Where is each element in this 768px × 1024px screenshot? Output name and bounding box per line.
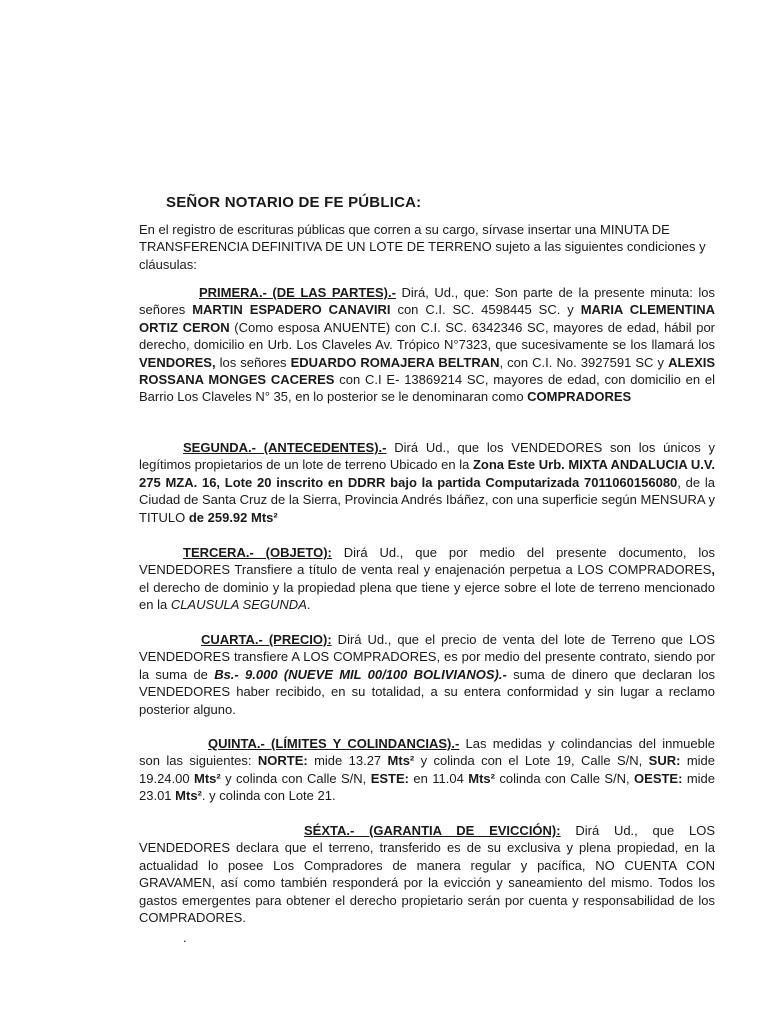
property-location: Zona Este Urb. MIXTA ANDALUCIA U.V. 275 MZA. 16, Lote 20 inscrito en DDRR bajo la partida Computarizada 7011060156080 (139, 457, 715, 490)
unit-label: Mts² (387, 753, 415, 769)
property-area: de 259.92 Mts² (188, 509, 278, 525)
clause-text: Las medidas y colindancias del inmueble son las siguientes: (139, 736, 715, 769)
clause-text: y colinda con el Lote 19, Calle S/N, (414, 753, 649, 769)
clause-text: Dirá Ud., que los VENDEDORES son los únicos y legítimos propietarios de un lote de terreno Ubicado en la (139, 440, 715, 473)
intro-paragraph: En el registro de escrituras públicas que corren a su cargo, sírvase insertar una MINUTA DE TRANSFERENCIA DEFINITIVA DE UN LOTE DE TERRENO sujeto a las siguientes condiciones y cláusulas: (139, 222, 706, 272)
clause-text: (Como esposa ANUENTE) con C.I. SC. 6342346 SC, mayores de edad, hábil por derecho, domicilio en Urb. Los Claveles Av. Trópico N°7323, que sucesivamente se los llamará los (139, 319, 716, 353)
clause-text: , de la Ciudad de Santa Cruz de la Sierra, Provincia Andrés Ibáñez, con una superficie según MENSURA y TITULO (139, 474, 715, 525)
buyer-name-1: EDUARDO ROMAJERA BELTRAN (290, 354, 500, 370)
clause-text: el derecho de dominio y la propiedad plena que tiene y ejerce sobre el lote de terreno mencionado en la (139, 579, 715, 613)
clause-text: , con C.I. No. 3927591 SC y (499, 354, 669, 370)
buyers-role: COMPRADORES (527, 389, 632, 405)
clause-text: mide 19.24.00 (139, 753, 716, 786)
clause-segunda (139, 439, 715, 526)
boundary-label-norte: NORTE: (257, 753, 308, 769)
clause-segunda-heading: SEGUNDA.- (ANTECEDENTES).- (183, 440, 387, 455)
clause-tercera (139, 544, 715, 614)
clause-text: . y colinda con Lote 21. (201, 788, 336, 804)
boundary-label-oeste: OESTE: (634, 770, 683, 786)
document-title: SEÑOR NOTARIO DE FE PÚBLICA: (166, 194, 422, 211)
unit-label: Mts² (175, 788, 202, 804)
trailing-mark: . (183, 930, 187, 945)
clause-sexta-heading: SÉXTA.- (GARANTIA DE EVICCIÓN): (304, 823, 561, 838)
clause-cuarta (139, 631, 715, 718)
clause-primera-heading: PRIMERA.- (DE LAS PARTES).- (199, 285, 396, 300)
boundary-label-sur: SUR: (648, 753, 681, 769)
clause-quinta-heading: QUINTA.- (LÍMITES Y COLINDANCIAS).- (208, 736, 460, 751)
clause-text: con C.I E- 13869214 SC, mayores de edad, con domicilio en el Barrio Los Claveles N° 35, en lo posterior se le denominaran como (139, 372, 715, 405)
clause-text: con C.I. SC. 4598445 SC. y (390, 302, 581, 318)
clause-text: los señores (215, 354, 291, 370)
sellers-role: VENDORES, (139, 354, 216, 370)
clause-quinta (139, 735, 715, 805)
buyer-name-2: ALEXIS ROSSANA MONGES CACERES (139, 354, 716, 388)
clause-text: Dirá Ud., que el precio de venta del lote de Terreno que LOS VENDEDORES transfiere A LOS COMPRADORES, es por medio del presente contrato, siendo por la suma de (139, 632, 715, 682)
clause-text: mide 13.27 (307, 753, 388, 769)
clause-tercera-heading: TERCERA.- (OBJETO): (183, 545, 332, 560)
clause-text: y colinda con Calle S/N, (220, 770, 371, 786)
clause-reference: CLAUSULA SEGUNDA (170, 597, 307, 613)
clause-text-bold: , (711, 562, 715, 578)
clause-text: suma de dinero que declaran los VENDEDORES haber recibido, en su totalidad, a su entera conformidad y sin lugar a reclamo posterior alguno. (139, 666, 716, 717)
boundary-label-este: ESTE: (370, 770, 409, 786)
seller-name-2: MARIA CLEMENTINA ORTIZ CERON (139, 302, 715, 335)
clause-text: Dirá, Ud., que: Son parte de la presente minuta: los señores (139, 285, 715, 318)
clause-text: Dirá Ud., que por medio del presente documento, los VENDEDORES Transfiere a título de venta real y enajenación perpetua a LOS COMPRADORES (139, 545, 715, 578)
unit-label: Mts² (194, 770, 221, 786)
unit-label: Mts² (468, 770, 495, 786)
clause-text: en 11.04 (409, 770, 469, 786)
clause-text: mide 23.01 (139, 770, 716, 804)
sale-price: Bs.- 9.000 (NUEVE MIL 00/100 BOLIVIANOS).- (214, 666, 507, 682)
seller-name-1: MARTIN ESPADERO CANAVIRI (192, 302, 391, 318)
clause-primera (139, 284, 715, 406)
clause-cuarta-heading: CUARTA.- (PRECIO): (201, 632, 332, 647)
clause-text: colinda con Calle S/N, (494, 770, 635, 786)
clause-text: Dirá Ud., que LOS VENDEDORES declara que el terreno, transferido es de su exclusiva y plena propiedad, en la actualidad lo posee Los Compradores de manera regular y pacífica, NO CUENTA CON GRAVAMEN, así como también responderá por la evicción y saneamiento del mismo. Todos los gastos emergentes para obtener el derecho propietario serán por cuenta y responsabilidad de los COMPRADORES. (139, 823, 715, 926)
clause-sexta (139, 822, 715, 926)
clause-text: . (306, 597, 311, 613)
